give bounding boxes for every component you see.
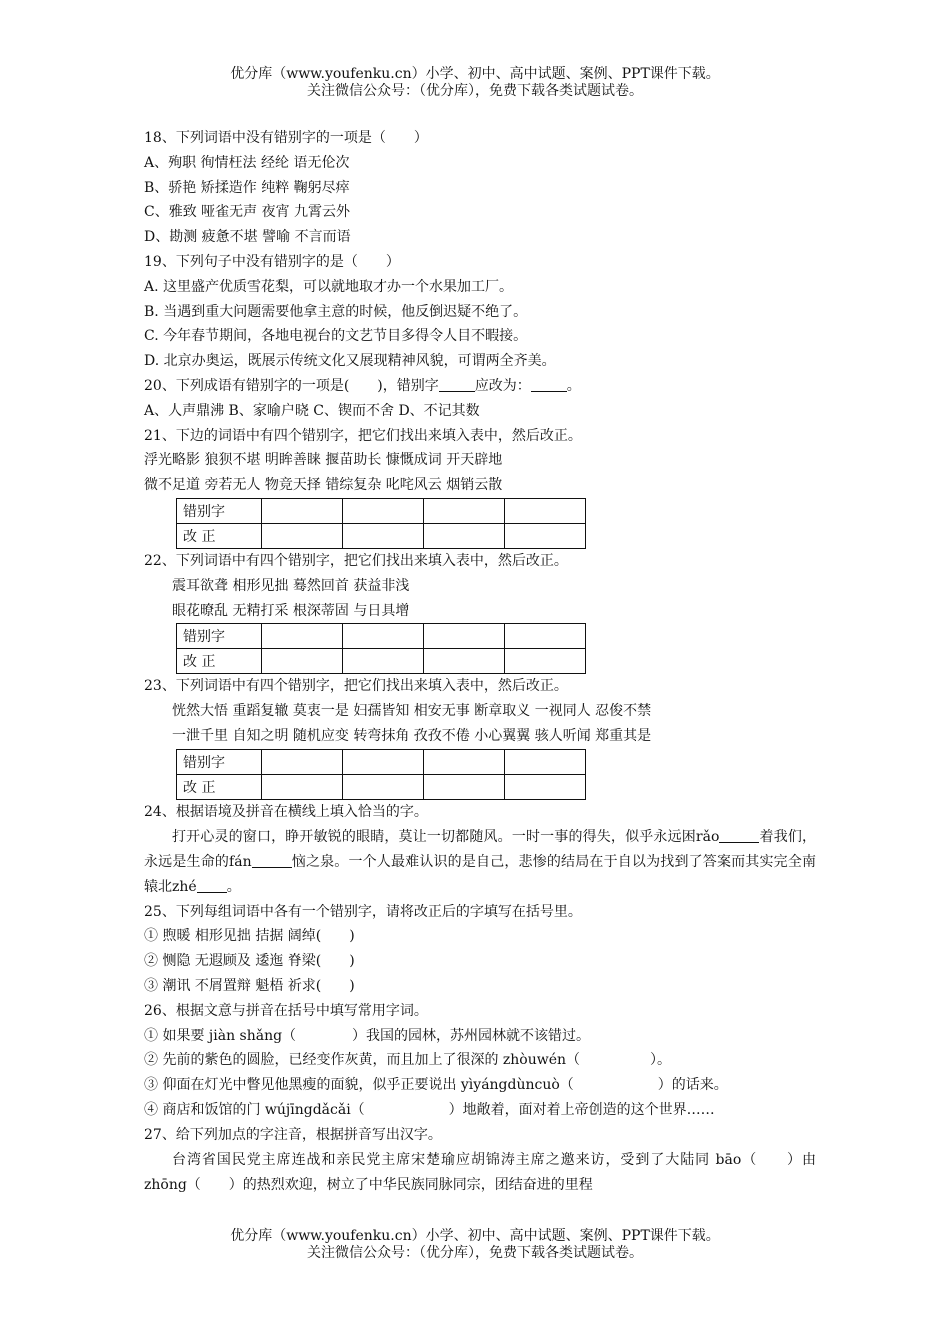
q25-stem: 25、下列每组词语中各有一个错别字，请将改正后的字填写在括号里。 [144,903,582,920]
answer-cell[interactable] [262,498,343,523]
q19-option-b: B. 当遇到重大问题需要他拿主意的时候，他反倒迟疑不绝了。 [144,303,528,320]
header-line-2: 关注微信公众号：（优分库），免费下载各类试题试卷。 [307,83,643,99]
answer-cell[interactable] [424,774,505,799]
answer-cell[interactable] [424,749,505,774]
q24-text-3: 恼之泉。一个人最难认识的是自己，悲惨的结局在于自以为找到了答案而其实完全南辕北 [144,853,817,895]
answer-cell[interactable] [505,498,586,523]
q20-wrong-char-blank[interactable] [439,375,475,392]
correction-label: 改 正 [177,649,262,674]
q20-options: A、人声鼎沸 B、家喻户晓 C、锲而不舍 D、不记其数 [144,402,480,419]
answer-cell[interactable] [505,749,586,774]
answer-cell[interactable] [343,523,424,548]
q24-pinyin-rao: rǎo [695,828,720,845]
q18-stem: 18、下列词语中没有错别字的一项是（ ） [144,130,428,146]
answer-cell[interactable] [424,649,505,674]
q23-words-1: 恍然大悟 重蹈复辙 莫衷一是 妇孺皆知 相安无事 断章取义 一视同人 忍俊不禁 [172,703,652,720]
q18-option-c: C、雅致 哑雀无声 夜宵 九霄云外 [144,204,351,221]
q18-option-a: A、殉职 徇情枉法 经纶 语无伦次 [144,154,350,171]
q26-item-3: ③ 仰面在灯光中瞥见他黑瘦的面貌，似乎正要说出 yìyángdùncuò（ ）的话来。 [144,1077,728,1094]
answer-cell[interactable] [343,749,424,774]
answer-cell[interactable] [262,523,343,548]
q20-stem-part2: 应改为： [474,377,531,394]
table-row [177,649,586,674]
q25-item-1: ① 煦暖 相形见拙 拮据 阔绰( ) [144,928,355,945]
q26-stem: 26、根据文意与拼音在括号中填写常用字词。 [144,1002,428,1019]
q24-stem: 24、根据语境及拼音在横线上填入恰当的字。 [144,803,428,820]
q21-words-1: 浮光略影 狼狈不堪 明眸善睐 揠苗助长 慷慨成词 开天辟地 [144,452,503,469]
q23-words-2: 一泄千里 自知之明 随机应变 转弯抹角 孜孜不倦 小心翼翼 骇人听闻 郑重其是 [172,727,652,744]
q21-answer-table [176,498,586,549]
q18-option-b: B、骄艳 矫揉造作 纯粹 鞠躬尽瘁 [144,179,350,196]
q24-blank-rao[interactable] [719,826,759,843]
table-row [177,498,586,523]
q26-item-2: ② 先前的紫色的圆脸，已经变作灰黄，而且加上了很深的 zhòuwén（ ）。 [144,1052,672,1069]
q27-stem: 27、给下列加点的字注音，根据拼音写出汉字。 [144,1126,442,1143]
answer-cell[interactable] [505,624,586,649]
answer-cell[interactable] [505,649,586,674]
q19-stem: 19、下列句子中没有错别字的是（ ） [144,253,400,270]
header-line-1: 优分库（www.youfenku.cn）小学、初中、高中试题、案例、PPT课件下载。 [230,66,720,82]
table-row [177,624,586,649]
q22-words-1: 震耳欲聋 相形见拙 蓦然回首 获益非浅 [172,577,410,594]
wrong-char-label: 错别字 [177,749,262,774]
q22-answer-table [176,623,586,674]
answer-cell[interactable] [343,498,424,523]
correction-label: 改 正 [177,774,262,799]
q26-item-4: ④ 商店和饭馆的门 wújīngdǎcǎi（ ）地敞着，面对着上帝创造的这个世界…… [144,1101,715,1118]
q24-pinyin-zhe: zhé [172,878,197,895]
answer-cell[interactable] [424,523,505,548]
q24-pinyin-fan: fán [229,853,252,870]
footer-line-1: 优分库（www.youfenku.cn）小学、初中、高中试题、案例、PPT课件下载。 [230,1228,720,1244]
table-row [177,523,586,548]
answer-cell[interactable] [505,774,586,799]
footer-line-2: 关注微信公众号：（优分库），免费下载各类试题试卷。 [307,1245,643,1261]
q24-blank-zhe[interactable] [197,876,227,893]
table-row [177,774,586,799]
answer-cell[interactable] [424,624,505,649]
exam-content [144,126,816,1198]
q19-option-d: D. 北京办奥运，既展示传统文化又展现精神风貌，可谓两全齐美。 [144,353,556,370]
correction-label: 改 正 [177,523,262,548]
answer-cell[interactable] [505,523,586,548]
answer-cell[interactable] [343,774,424,799]
wrong-char-label: 错别字 [177,498,262,523]
q18-option-d: D、勘测 疲惫不堪 譬喻 不言而语 [144,229,351,246]
answer-cell[interactable] [424,498,505,523]
answer-cell[interactable] [262,624,343,649]
answer-cell[interactable] [262,749,343,774]
q24-text-2: 着我们，永远是生命的 [144,828,817,870]
page-header [0,66,950,100]
q21-stem: 21、下边的词语中有四个错别字，把它们找出来填入表中，然后改正。 [144,427,582,444]
q20-stem [144,374,816,399]
answer-cell[interactable] [343,649,424,674]
q24-text-1: 打开心灵的窗口，睁开敏锐的眼睛，莫让一切都随风。一时一事的得失，似乎永远困 [172,828,696,845]
q23-answer-table [176,749,586,800]
q22-words-2: 眼花暸乱 无精打采 根深蒂固 与日具增 [172,602,410,619]
q24-passage [144,825,816,900]
answer-cell[interactable] [343,624,424,649]
q24-blank-fan[interactable] [252,851,292,868]
page-footer [0,1228,950,1262]
table-row [177,749,586,774]
wrong-char-label: 错别字 [177,624,262,649]
answer-cell[interactable] [262,649,343,674]
q25-item-2: ② 恻隐 无遐顾及 逶迤 脊梁( ) [144,953,355,970]
q24-text-4: 。 [226,878,241,895]
q19-option-a: A. 这里盛产优质雪花梨，可以就地取才办一个水果加工厂。 [144,278,514,295]
q23-stem: 23、下列词语中有四个错别字，把它们找出来填入表中，然后改正。 [144,678,568,695]
q20-stem-part1: 20、下列成语有错别字的一项是( )，错别字 [144,377,439,394]
q25-item-3: ③ 潮讯 不屑置辩 魁梧 祈求( ) [144,977,355,994]
q27-passage: 台湾省国民党主席连战和亲民党主席宋楚瑜应胡锦涛主席之邀来访，受到了大陆同 bāo（ ）由 zhōng（ ）的热烈欢迎，树立了中华民族同脉同宗，团结奋进的里程 [144,1151,816,1193]
q21-words-2: 微不足道 旁若无人 物竞天择 错综复杂 叱咤风云 烟销云散 [144,477,503,494]
answer-cell[interactable] [262,774,343,799]
q26-item-1: ① 如果要 jiàn shǎng（ ）我国的园林，苏州园林就不该错过。 [144,1027,591,1044]
q22-stem: 22、下列词语中有四个错别字，把它们找出来填入表中，然后改正。 [144,552,568,569]
q20-stem-part3: 。 [566,377,581,394]
q19-option-c: C. 今年春节期间，各地电视台的文艺节目多得令人目不暇接。 [144,328,528,345]
q20-correction-blank[interactable] [531,375,567,392]
